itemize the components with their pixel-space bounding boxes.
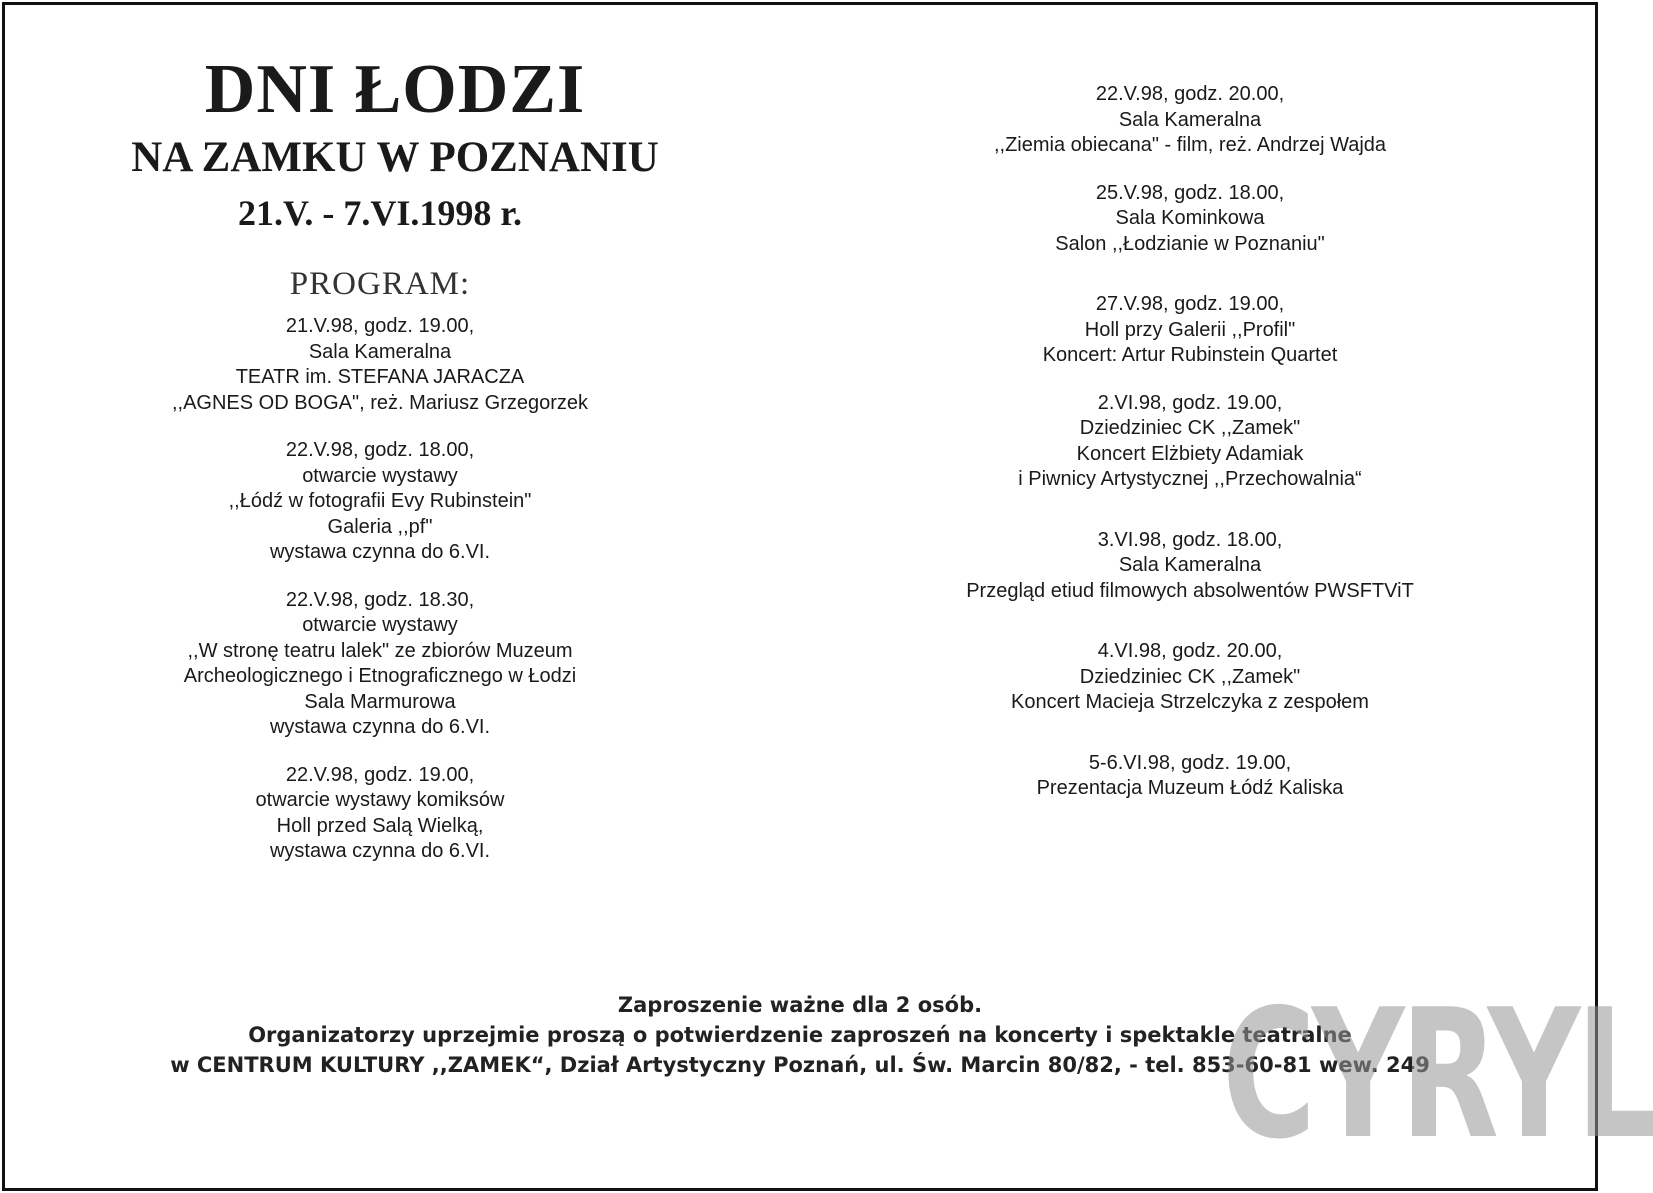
entry-detail: Koncert Elżbiety Adamiak xyxy=(1076,442,1304,465)
footer-contact: w CENTRUM KULTURY ,,ZAMEK“, Dział Artystyczny Poznań, ul. Św. Marcin 80/82, - tel. 853-60-81 wew. 249 xyxy=(170,1053,1430,1077)
entry-detail: Archeologicznego i Etnograficznego w Łodzi xyxy=(183,665,577,687)
entry-detail: ,,Łódź w fotografii Evy Rubinstein" xyxy=(228,490,532,512)
document-subtitle: NA ZAMKU W POZNANIU xyxy=(131,134,659,181)
program-entry xyxy=(880,528,1500,605)
entry-detail: Koncert Macieja Strzelczyka z zespołem xyxy=(1011,691,1369,713)
footer-request: Organizatorzy uprzejmie proszą o potwierdzenie zaproszeń na koncerty i spektakle teatralne xyxy=(248,1023,1352,1047)
entry-detail: Sala Kameralna xyxy=(1118,108,1262,131)
entry-date: 25.V.98, godz. 18.00, xyxy=(1095,181,1285,204)
entry-date: 21.V.98, godz. 19.00, xyxy=(285,315,475,337)
event-dates: 21.V. - 7.VI.1998 r. xyxy=(237,193,523,233)
program-entry xyxy=(60,314,700,416)
entry-detail: Dziedziniec CK ,,Zamek" xyxy=(1079,417,1301,439)
entry-detail: Przegląd etiud filmowych absolwentów PWSFTViT xyxy=(966,579,1414,602)
document-title: DNI ŁODZI xyxy=(204,51,586,128)
entry-detail: otwarcie wystawy xyxy=(302,464,458,487)
program-entry xyxy=(880,391,1500,493)
program-entry xyxy=(880,751,1500,802)
entry-detail: otwarcie wystawy komiksów xyxy=(255,789,505,811)
entry-date: 4.VI.98, godz. 20.00, xyxy=(1097,640,1283,662)
entry-detail: otwarcie wystawy xyxy=(302,614,458,636)
entry-detail: Koncert: Artur Rubinstein Quartet xyxy=(1042,344,1338,366)
footer-validity: Zaproszenie ważne dla 2 osób. xyxy=(617,993,983,1017)
left-column xyxy=(60,50,730,887)
watermark: CYRYL xyxy=(1222,971,1653,1178)
entry-detail: wystawa czynna do 6.VI. xyxy=(269,840,491,862)
entry-date: 27.V.98, godz. 19.00, xyxy=(1095,293,1285,315)
entry-date: 22.V.98, godz. 18.30, xyxy=(285,588,475,611)
entry-date: 22.V.98, godz. 18.00, xyxy=(285,439,475,461)
program-entry xyxy=(60,438,700,566)
entry-detail: Holl przy Galerii ,,Profil" xyxy=(1084,318,1296,341)
program-entry xyxy=(880,82,1500,159)
program-list-right xyxy=(880,82,1500,802)
program-list-left xyxy=(60,314,730,865)
entry-date: 3.VI.98, godz. 18.00, xyxy=(1097,528,1283,551)
entry-detail: Sala Marmurowa xyxy=(304,690,456,713)
program-entry xyxy=(60,763,700,865)
program-heading: PROGRAM: xyxy=(289,266,471,302)
program-entry xyxy=(60,588,700,741)
entry-detail: ,,Ziemia obiecana" - film, reż. Andrzej Wajda xyxy=(993,134,1387,156)
entry-date: 2.VI.98, godz. 19.00, xyxy=(1097,391,1283,414)
entry-detail: Dziedziniec CK ,,Zamek" xyxy=(1079,665,1301,688)
entry-detail: wystawa czynna do 6.VI. xyxy=(269,541,491,563)
entry-detail: ,,AGNES OD BOGA", reż. Mariusz Grzegorzek xyxy=(171,391,589,414)
entry-detail: i Piwnicy Artystycznej ,,Przechowalnia“ xyxy=(1018,468,1362,490)
entry-date: 22.V.98, godz. 20.00, xyxy=(1095,83,1285,105)
program-entry xyxy=(880,181,1500,258)
entry-detail: Sala Kameralna xyxy=(1118,554,1262,576)
entry-detail: Galeria ,,pf" xyxy=(327,515,433,538)
entry-detail: wystawa czynna do 6.VI. xyxy=(269,716,491,738)
entry-detail: TEATR im. STEFANA JARACZA xyxy=(235,366,525,388)
program-entry xyxy=(880,639,1500,716)
entry-detail: Sala Kominkowa xyxy=(1115,207,1265,229)
entry-date: 5-6.VI.98, godz. 19.00, xyxy=(1088,751,1292,774)
entry-detail: Salon ,,Łodzianie w Poznaniu" xyxy=(1055,232,1325,255)
entry-detail: Prezentacja Muzeum Łódź Kaliska xyxy=(1036,777,1344,799)
program-entry xyxy=(880,292,1500,369)
entry-date: 22.V.98, godz. 19.00, xyxy=(285,763,475,786)
entry-detail: ,,W stronę teatru lalek" ze zbiorów Muzeum xyxy=(187,639,573,662)
entry-detail: Sala Kameralna xyxy=(308,340,452,363)
entry-detail: Holl przed Salą Wielką, xyxy=(276,814,484,837)
